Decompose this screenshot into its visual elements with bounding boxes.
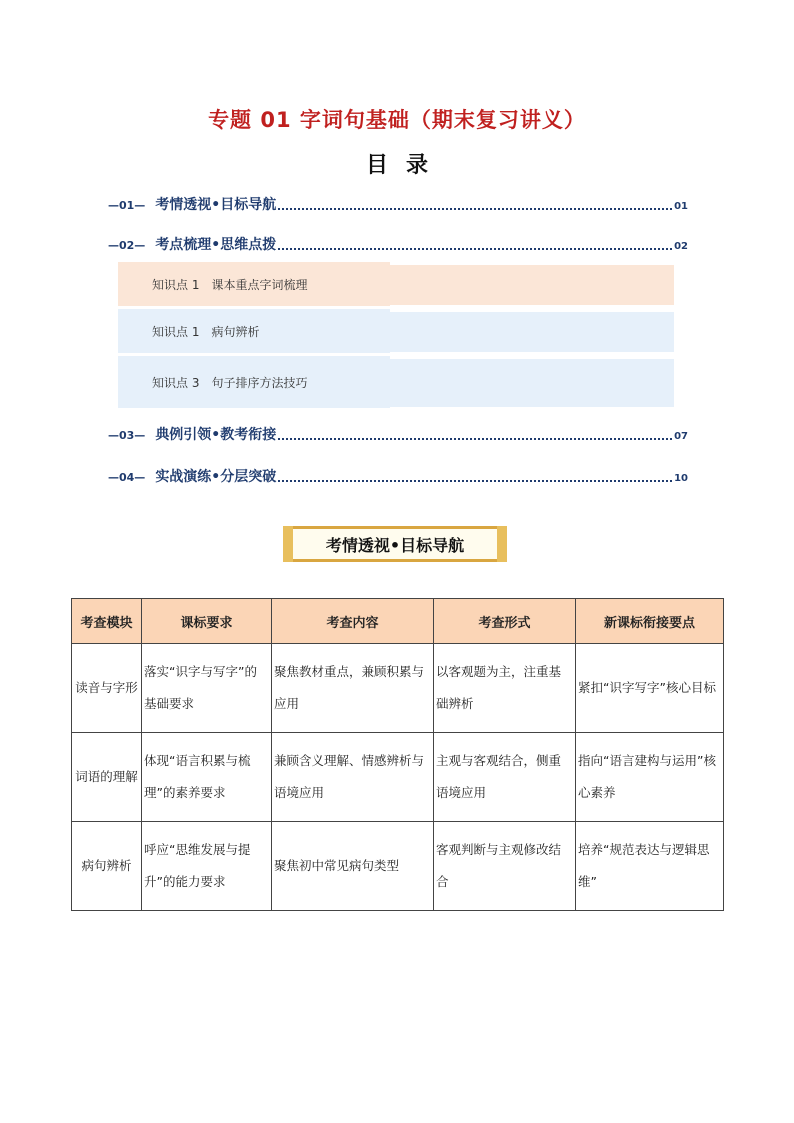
toc-number: —02— xyxy=(108,239,146,252)
toc-number: —01— xyxy=(108,199,146,212)
knowledge-point-text: 病句辨析 xyxy=(211,324,260,339)
table-cell: 以客观题为主，注重基础辨析 xyxy=(434,644,576,733)
table-cell: 体现“语言积累与梳理”的素养要求 xyxy=(142,733,272,822)
table-cell: 兼顾含义理解、情感辨析与语境应用 xyxy=(272,733,434,822)
document-title: 专题 01 字词句基础（期末复习讲义） xyxy=(208,108,586,132)
toc-page: 10 xyxy=(674,473,688,484)
table-cell: 培养“规范表达与逻辑思维” xyxy=(576,822,724,911)
toc-entry-02[interactable] xyxy=(108,232,688,254)
knowledge-point-label: 知识点 3 xyxy=(152,375,200,390)
knowledge-point-list xyxy=(118,262,674,411)
table-header-cell: 新课标衔接要点 xyxy=(576,599,724,644)
toc-text: 典例引领•教考衔接 xyxy=(155,427,277,443)
table-cell: 紧扣“识字写字”核心目标 xyxy=(576,644,724,733)
toc-leader xyxy=(278,248,672,250)
toc-leader xyxy=(278,208,672,210)
toc-page: 02 xyxy=(674,241,688,252)
requirements-table xyxy=(71,598,724,911)
table-cell: 指向“语言建构与运用”核心素养 xyxy=(576,733,724,822)
toc-heading: 目录 xyxy=(365,153,446,178)
knowledge-point-bar xyxy=(390,359,674,407)
knowledge-point-item[interactable] xyxy=(118,262,674,306)
table-cell: 读音与字形 xyxy=(72,644,142,733)
table-cell: 主观与客观结合，侧重语境应用 xyxy=(434,733,576,822)
knowledge-point-text: 句子排序方法技巧 xyxy=(211,375,308,390)
table-cell: 词语的理解 xyxy=(72,733,142,822)
toc-text: 实战演练•分层突破 xyxy=(155,469,277,485)
table-cell: 落实“识字与写字”的基础要求 xyxy=(142,644,272,733)
toc-entry-04[interactable] xyxy=(108,464,688,486)
table-cell: 聚焦教材重点，兼顾积累与应用 xyxy=(272,644,434,733)
table-header-cell: 课标要求 xyxy=(142,599,272,644)
knowledge-point-item[interactable] xyxy=(118,356,674,408)
toc-leader xyxy=(278,438,672,440)
section-banner: 考情透视•目标导航 xyxy=(290,526,500,562)
knowledge-point-label: 知识点 1 xyxy=(152,324,200,339)
toc-number: —04— xyxy=(108,471,146,484)
toc-leader xyxy=(278,480,672,482)
knowledge-point-item[interactable] xyxy=(118,309,674,353)
table-header-row xyxy=(72,599,724,644)
table-cell: 呼应“思维发展与提升”的能力要求 xyxy=(142,822,272,911)
table-header-cell: 考查形式 xyxy=(434,599,576,644)
toc-entry-01[interactable] xyxy=(108,192,688,214)
table-cell: 聚焦初中常见病句类型 xyxy=(272,822,434,911)
knowledge-point-label: 知识点 1 xyxy=(152,277,200,292)
knowledge-point-bar xyxy=(390,312,674,352)
toc-page: 07 xyxy=(674,431,688,442)
knowledge-point-bar xyxy=(390,265,674,305)
table-row xyxy=(72,733,724,822)
table-header-cell: 考查模块 xyxy=(72,599,142,644)
knowledge-point-text: 课本重点字词梳理 xyxy=(211,277,308,292)
toc-entry-03[interactable] xyxy=(108,422,688,444)
toc-text: 考点梳理•思维点拨 xyxy=(155,237,277,253)
table-cell: 病句辨析 xyxy=(72,822,142,911)
table-cell: 客观判断与主观修改结合 xyxy=(434,822,576,911)
table-header-cell: 考查内容 xyxy=(272,599,434,644)
table-row xyxy=(72,822,724,911)
toc-page: 01 xyxy=(674,201,688,212)
toc-text: 考情透视•目标导航 xyxy=(155,197,277,213)
table-row xyxy=(72,644,724,733)
toc-number: —03— xyxy=(108,429,146,442)
